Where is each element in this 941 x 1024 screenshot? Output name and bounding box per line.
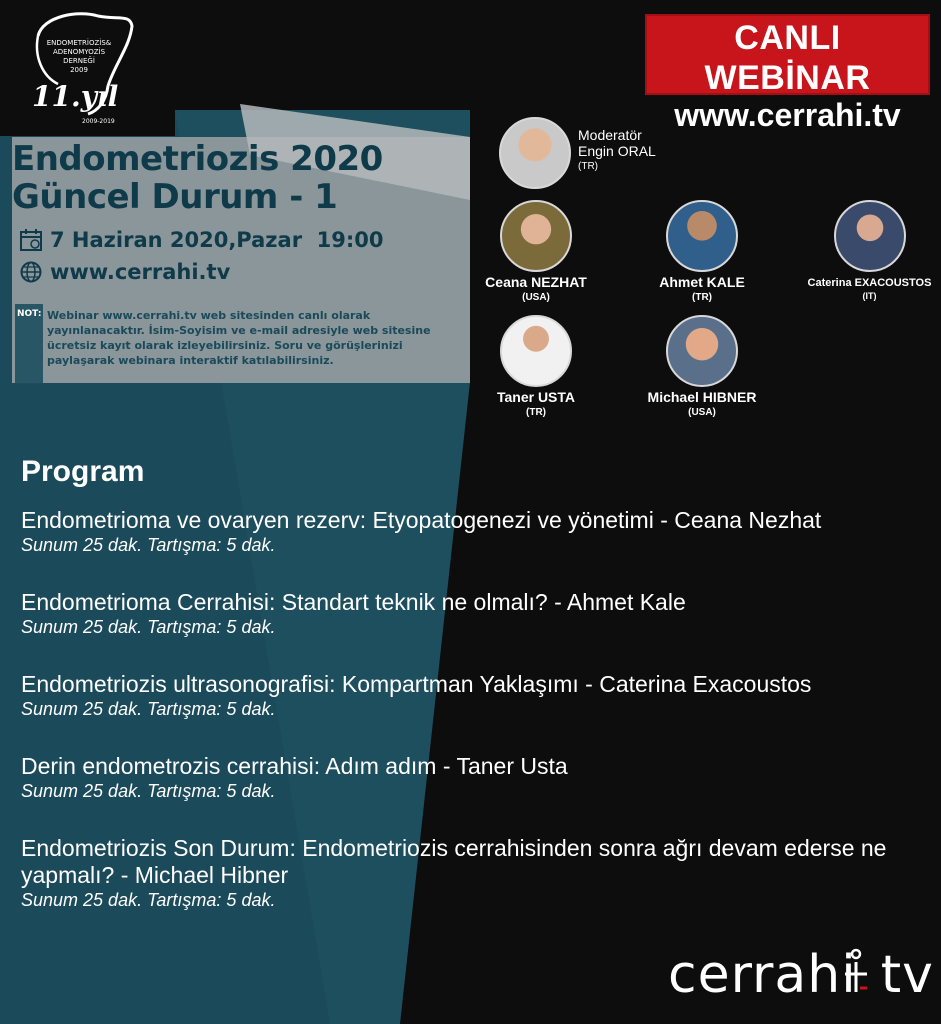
speaker-country: (USA)	[522, 292, 550, 303]
badge-title: CANLI WEBİNAR	[704, 19, 871, 97]
logo-range: 2009-2019	[82, 118, 115, 125]
calendar-icon	[20, 229, 42, 251]
speaker-name: Taner USTA	[496, 389, 576, 405]
speaker-name: Caterina EXACOUSTOS	[807, 277, 932, 289]
logo-line-4: 2009	[70, 66, 88, 74]
program-item-title: Endometrioma Cerrahisi: Standart teknik ne olmalı? - Ahmet Kale	[21, 589, 686, 615]
event-date: 7 Haziran 2020,Pazar 19:00	[50, 228, 384, 252]
program-item-meta: Sunum 25 dak. Tartışma: 5 dak.	[21, 890, 276, 910]
speaker-avatar	[666, 200, 738, 272]
association-logo	[18, 6, 136, 130]
program-item-meta: Sunum 25 dak. Tartışma: 5 dak.	[21, 699, 276, 719]
moderator-info	[578, 127, 656, 175]
brand-text: cerrahi	[668, 945, 857, 1005]
program-item-title: Endometrioma ve ovaryen rezerv: Etyopatogenezi ve yönetimi - Ceana Nezhat	[21, 507, 822, 533]
moderator-card	[499, 117, 571, 189]
speaker-card	[798, 200, 941, 303]
program-item-meta: Sunum 25 dak. Tartışma: 5 dak.	[21, 781, 276, 801]
program-heading: Program	[21, 455, 145, 488]
moderator-avatar	[499, 117, 571, 189]
program-item	[21, 671, 926, 720]
event-title-line-1: Endometriozis 2020	[12, 139, 383, 179]
speaker-name: Michael HIBNER	[647, 389, 757, 405]
logo-line-1: ENDOMETRİOZİS&	[46, 39, 112, 47]
brand-logo[interactable]	[668, 945, 934, 1005]
speaker-country: (TR)	[526, 407, 546, 418]
program-item-title: Endometriozis Son Durum: Endometriozis cerrahisinden sonra ağrı devam ederse ne yapmalı? - Michael Hibner	[21, 835, 887, 888]
program-item-title: Endometriozis ultrasonografisi: Kompartman Yaklaşımı - Caterina Exacoustos	[21, 671, 812, 697]
speaker-card	[640, 200, 764, 304]
program-item	[21, 589, 926, 638]
event-website-row[interactable]	[20, 260, 230, 284]
speaker-card	[474, 315, 598, 419]
program-item-meta: Sunum 25 dak. Tartışma: 5 dak.	[21, 535, 276, 555]
speaker-card	[640, 315, 764, 419]
logo-line-2: ADENOMYOZİS	[52, 48, 106, 56]
moderator-role: Moderatör	[578, 127, 642, 143]
speaker-avatar	[666, 315, 738, 387]
note-label: NOT:	[17, 309, 42, 319]
speaker-country: (TR)	[692, 292, 712, 303]
program-item	[21, 507, 926, 556]
speaker-country: (IT)	[862, 291, 877, 301]
event-date-row	[20, 228, 384, 252]
speaker-name: Ceana NEZHAT	[485, 274, 587, 290]
speaker-avatar	[834, 200, 906, 272]
program-item-meta: Sunum 25 dak. Tartışma: 5 dak.	[21, 617, 276, 637]
logo-line-3: DERNEĞİ	[63, 57, 95, 65]
speaker-name: Ahmet KALE	[659, 274, 745, 290]
program-item	[21, 835, 926, 911]
moderator-country: (TR)	[578, 161, 598, 172]
event-website[interactable]: www.cerrahi.tv	[50, 260, 231, 284]
program-item-title: Derin endometrozis cerrahisi: Adım adım - Taner Usta	[21, 753, 568, 779]
logo-anniversary: 11.yıl	[32, 80, 119, 113]
medical-cross-icon	[843, 948, 869, 996]
event-title-line-2: Güncel Durum - 1	[12, 177, 338, 217]
speaker-avatar	[500, 315, 572, 387]
speaker-card	[474, 200, 598, 304]
speaker-avatar	[500, 200, 572, 272]
event-title	[12, 140, 383, 216]
note-text: Webinar www.cerrahi.tv web sitesinden canlı olarak yayınlanacaktır. İsim-Soyisim ve e-mail adresiyle web sitesine ücretsiz kayıt olarak izleyebilirsiniz. Soru ve görüşlerinizi paylaşarak webinara interaktif katılabilirsiniz.	[47, 309, 431, 367]
moderator-name: Engin ORAL	[578, 143, 656, 159]
globe-icon	[20, 261, 42, 283]
badge-url[interactable]: www.cerrahi.tv	[674, 97, 901, 133]
live-webinar-badge[interactable]	[645, 14, 930, 133]
program-item	[21, 753, 926, 802]
speaker-country: (USA)	[688, 407, 716, 418]
brand-suffix: tv	[880, 945, 934, 1005]
